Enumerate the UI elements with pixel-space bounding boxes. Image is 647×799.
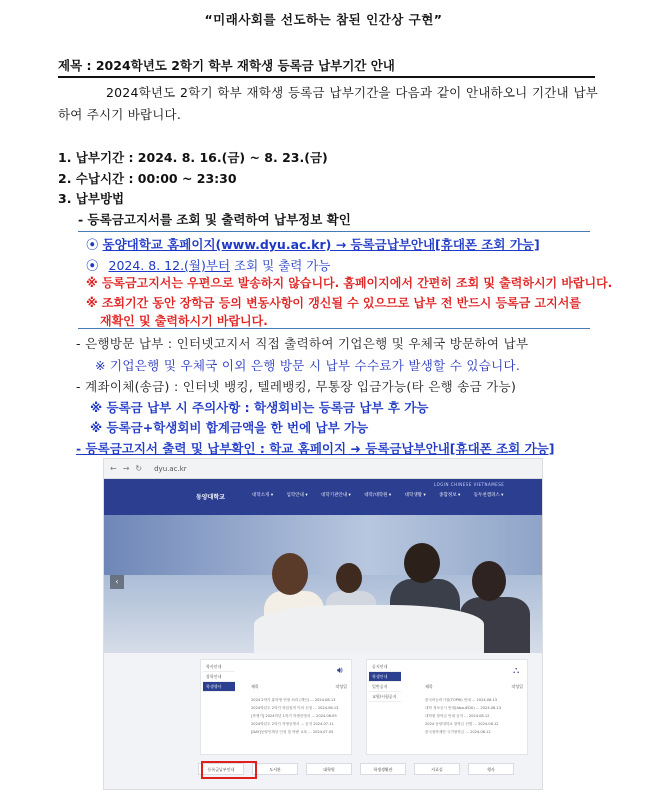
quick-link-archive[interactable]: 자료실: [414, 763, 460, 775]
item-method: 3. 납부방법: [58, 191, 125, 206]
hero-person: [272, 553, 308, 595]
blue-divider-top: [78, 231, 590, 232]
news-header: [425, 684, 523, 690]
bullet-mark: ⦿: [86, 258, 99, 273]
quick-link-graduate[interactable]: 대학원: [306, 763, 352, 775]
address-bar[interactable]: dyu.ac.kr: [154, 464, 187, 473]
inquiry-rest: 조회 및 출력 가능: [234, 258, 331, 273]
tab-scholarship[interactable]: 장학안내: [203, 672, 235, 682]
tab-academic[interactable]: 학사안내: [203, 662, 235, 672]
news-row[interactable]: 대학 정보공시 안내(AbouEDU) ... 2024.08.13: [425, 706, 502, 710]
menu-item[interactable]: 종합정보 ▾: [439, 493, 461, 498]
news-col-title: 제목: [425, 684, 433, 689]
news-header: [251, 684, 347, 690]
caution-student-fee: ※ 등록금 납부 시 주의사항 : 학생회비는 등록금 납부 후 가능: [90, 400, 429, 415]
bullet-inquiry-date: [86, 256, 330, 274]
tab-student[interactable]: 학생안내: [369, 672, 401, 682]
caution-combined: ※ 등록금+학생회비 합계금액을 한 번에 납부 가능: [90, 420, 369, 435]
transfer-info: - 계좌이체(송금) : 인터넷 뱅킹, 텔레뱅킹, 무통장 입금가능(타 은행 송금 가능): [76, 379, 517, 394]
people-icon: ⛬: [513, 666, 520, 676]
megaphone-icon: 🔊︎: [337, 666, 343, 676]
blue-divider-bottom: [78, 328, 590, 329]
news-row[interactable]: 2024 동양대학교 장학금 선발 ... 2024.08.12: [425, 722, 499, 726]
reload-icon[interactable]: ↻: [135, 464, 143, 473]
news-row[interactable]: 2024학년도 2학기 학생증명서 ... 공지 2024.07.11: [251, 722, 334, 726]
menu-item[interactable]: 대학기관안내 ▾: [321, 493, 351, 498]
news-row[interactable]: [DAY]동양인재상 인성 및 역량 교육 ... 2024.07.05: [251, 730, 334, 734]
bullet-mark: ⦿: [86, 237, 99, 252]
intro-paragraph: 2024학년도 2학기 학부 재학생 등록금 납부기간을 다음과 같이 안내하오니 기간내 납부하여 주시기 바랍니다.: [58, 85, 598, 122]
news-list: [251, 696, 349, 736]
homepage-instruction: - 등록금고지서 출력 및 납부확인 : 학교 홈페이지 ➜ 등록금납부안내[휴대폰 조회 가능]: [76, 441, 555, 456]
back-icon[interactable]: ←: [110, 464, 117, 473]
news-list: [425, 696, 525, 736]
news-col-date: 작성일: [511, 684, 523, 689]
homepage-link[interactable]: 동양대학교 홈페이지(www.dyu.ac.kr) → 등록금납부안내[휴대폰 조회 가능]: [102, 237, 540, 252]
tab-general[interactable]: 일반공지: [369, 682, 401, 692]
news-row[interactable]: 대학원 장학금 안내 공지 ... 2024.08.12: [425, 714, 490, 718]
news-row[interactable]: 한국장학재단 국가장학금 ... 2024.08.12: [425, 730, 491, 734]
right-news-panel: [366, 659, 528, 755]
top-menu[interactable]: LOGIN CHINESE VIETNAMESE: [434, 482, 505, 487]
tab-events[interactable]: 학생행사: [203, 682, 235, 692]
hero-person: [472, 561, 506, 601]
method-step1-heading: - 등록금고지서를 조회 및 출력하여 납부정보 확인: [78, 212, 351, 227]
browser-bar: [104, 459, 542, 479]
title-divider: [58, 76, 595, 78]
news-col-title: 제목: [251, 684, 259, 689]
news-row[interactable]: [학생기] 2024학년 1학기 학생증명서 ... 2024.08.09: [251, 714, 337, 718]
motto: “미래사회를 선도하는 참된 인간상 구현”: [204, 12, 443, 27]
hero-person: [404, 543, 440, 583]
item-period: 1. 납부기간 : 2024. 8. 16.(금) ~ 8. 23.(금): [58, 150, 328, 165]
tab-notice[interactable]: 공지안내: [369, 662, 401, 672]
site-logo[interactable]: 동양대학교: [196, 494, 225, 501]
page-title: 제목 : 2024학년도 2학기 학부 재학생 등록금 납부기간 안내: [58, 58, 395, 73]
news-col-date: 작성일: [335, 684, 347, 689]
menu-item[interactable]: 입학안내 ▾: [286, 493, 308, 498]
tuition-highlight-box: [201, 761, 257, 779]
menu-item[interactable]: 대학소개 ▾: [252, 493, 274, 498]
bullet-homepage: [86, 235, 540, 253]
menu-item[interactable]: 동두천캠퍼스 ▾: [473, 493, 504, 498]
news-row[interactable]: 한국어능력시험(TOPIK) 안내 ... 2024.08.13: [425, 698, 498, 702]
hero-person: [336, 563, 362, 593]
bank-fee-note: ※ 기업은행 및 우체국 이외 은행 방문 시 납부 수수료가 발생할 수 있습니다.: [95, 358, 521, 373]
hero-table: [254, 605, 484, 653]
quick-link-dorm[interactable]: 학생생활관: [360, 763, 406, 775]
carousel-prev-icon[interactable]: ‹: [110, 575, 124, 589]
left-news-panel: [200, 659, 352, 755]
bank-visit: - 은행방문 납부 : 인터넷고지서 직접 출력하여 기업은행 및 우체국 방문하여 납부: [76, 336, 529, 351]
quick-link-tuition[interactable]: 등록금납부안내: [198, 763, 244, 775]
homepage-screenshot: [103, 458, 543, 790]
item-hours: 2. 수납시간 : 00:00 ~ 23:30: [58, 171, 237, 186]
forward-icon[interactable]: →: [122, 464, 130, 473]
warning-no-mail: ※ 등록금고지서는 우편으로 발송하지 않습니다. 홈페이지에서 간편히 조회 및 출력하시기 바랍니다.: [86, 276, 613, 290]
main-menu: [252, 492, 515, 498]
hero-image: [104, 515, 543, 653]
site-header: [104, 479, 543, 515]
quick-link-library[interactable]: 도서관: [252, 763, 298, 775]
menu-item[interactable]: 대학/대학원 ▾: [364, 493, 392, 498]
menu-item[interactable]: 대학생활 ▾: [404, 493, 426, 498]
left-tab-list: [203, 662, 235, 692]
warning-recheck-line1: ※ 조회기간 동안 장학금 등의 변동사항이 갱신될 수 있으므로 납부 전 반드시 등록금 고지서를: [86, 296, 581, 310]
quick-link-events[interactable]: 행사: [468, 763, 514, 775]
tab-exam[interactable]: 교원/시험공지: [369, 692, 401, 702]
inquiry-start-date: 2024. 8. 12.(월)부터: [108, 258, 231, 273]
news-row[interactable]: 2024학년도 2학기 학업성적 이의 신청 ... 2024.08.13: [251, 706, 339, 710]
warning-recheck-line2: 재확인 및 출력하시기 바랍니다.: [100, 314, 268, 328]
right-tab-list: [369, 662, 401, 702]
news-row[interactable]: 2024 2학기 휴학생 연장 처리 (개인) ... 2024.08.13: [251, 698, 336, 702]
